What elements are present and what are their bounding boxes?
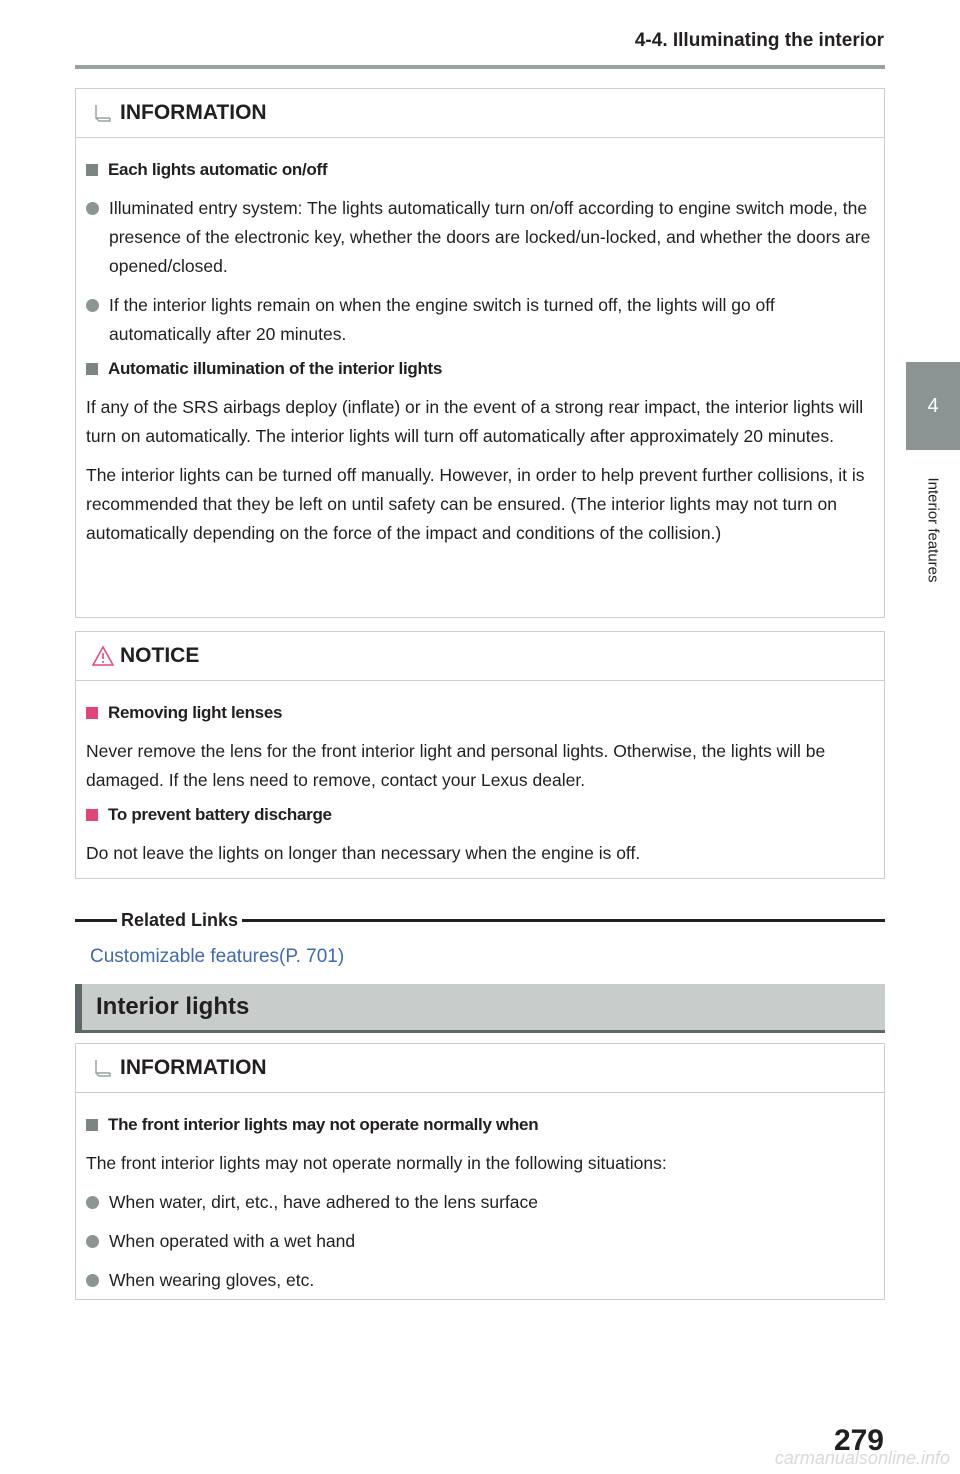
list-item: [86, 291, 872, 349]
customizable-features-link[interactable]: Customizable features(P. 701): [90, 946, 345, 967]
box-title: INFORMATION: [120, 101, 267, 124]
section-title-text: Each lights automatic on/off: [108, 160, 328, 179]
paragraph: Never remove the lens for the front interior light and personal lights. Otherwise, the lights will be damaged. If the lens need to remove, contact your Lexus dealer.: [86, 741, 826, 790]
list-item-text: When wearing gloves, etc.: [109, 1270, 315, 1290]
watermark: carmanualsonline.info: [774, 1448, 950, 1468]
square-bullet-icon: [86, 164, 98, 176]
section-title: [86, 1115, 872, 1135]
round-bullet-icon: [86, 299, 99, 312]
list-item-text: When water, dirt, etc., have adhered to the lens surface: [109, 1192, 538, 1212]
section-title-text: To prevent battery discharge: [108, 805, 332, 824]
box-title: NOTICE: [120, 644, 200, 667]
list-item-text: If the interior lights remain on when the engine switch is turned off, the lights will go off automatically after 20 minutes.: [109, 295, 775, 344]
rule-right: [242, 919, 885, 922]
information-box: [75, 1043, 885, 1300]
list-item: [86, 1266, 872, 1295]
box-title: INFORMATION: [120, 1056, 267, 1079]
section-title: [86, 703, 872, 723]
box-body: [76, 1093, 884, 1295]
paragraph: If any of the SRS airbags deploy (inflate) or in the event of a strong rear impact, the interior lights will turn on automatically. The interior lights will turn off automatically after approximately 20 minutes.: [86, 397, 864, 446]
notice-box: [75, 631, 885, 879]
rule-left: [75, 919, 117, 922]
information-box: [75, 88, 885, 618]
chapter-label: Interior features: [924, 477, 942, 583]
paragraph: The interior lights can be turned off manually. However, in order to help prevent further collisions, it is recommended that they be left on until safety can be ensured. (The interior lights may not turn on automatically depending on the force of the impact and conditions of the collision.): [86, 465, 865, 543]
list-item-text: When operated with a wet hand: [109, 1231, 356, 1251]
page-number: 279: [833, 1424, 884, 1457]
round-bullet-icon: [86, 1274, 99, 1287]
round-bullet-icon: [86, 202, 99, 215]
box-header: [76, 89, 884, 138]
round-bullet-icon: [86, 1196, 99, 1209]
list-item-text: Illuminated entry system: The lights automatically turn on/off according to engine switch mode, the presence of the electronic key, whether the doors are locked/un-locked, and whether the doors are opened/closed.: [109, 198, 871, 276]
header-rule: [75, 65, 885, 69]
related-links-heading: [75, 906, 885, 934]
box-header: [76, 632, 884, 681]
box-body: [76, 681, 884, 868]
section-banner: [75, 984, 885, 1033]
section-title-text: Automatic illumination of the interior lights: [108, 359, 443, 378]
warning-triangle-icon: [92, 645, 114, 667]
section-title: [86, 805, 872, 825]
list-item: [86, 194, 872, 281]
section-title-text: The front interior lights may not operate normally when: [108, 1115, 539, 1134]
information-icon: [92, 1057, 114, 1079]
round-bullet-icon: [86, 1235, 99, 1248]
section-title: [86, 160, 872, 180]
list-item: [86, 1227, 872, 1256]
section-title-text: Removing light lenses: [108, 703, 283, 722]
box-body: [76, 138, 884, 548]
related-links-label: Related Links: [121, 909, 239, 930]
list-item: [86, 1188, 872, 1217]
page-header-title: 4-4. Illuminating the interior: [634, 30, 884, 51]
box-header: [76, 1044, 884, 1093]
section-banner-title: Interior lights: [96, 993, 250, 1020]
square-bullet-icon: [86, 1119, 98, 1131]
square-bullet-icon: [86, 363, 98, 375]
section-title: [86, 359, 872, 379]
chapter-tab: [906, 362, 960, 450]
square-bullet-icon: [86, 707, 98, 719]
paragraph: The front interior lights may not operate normally in the following situations:: [86, 1153, 667, 1173]
chapter-number: 4: [927, 394, 939, 417]
paragraph: Do not leave the lights on longer than necessary when the engine is off.: [86, 843, 641, 863]
square-bullet-icon: [86, 809, 98, 821]
information-icon: [92, 102, 114, 124]
